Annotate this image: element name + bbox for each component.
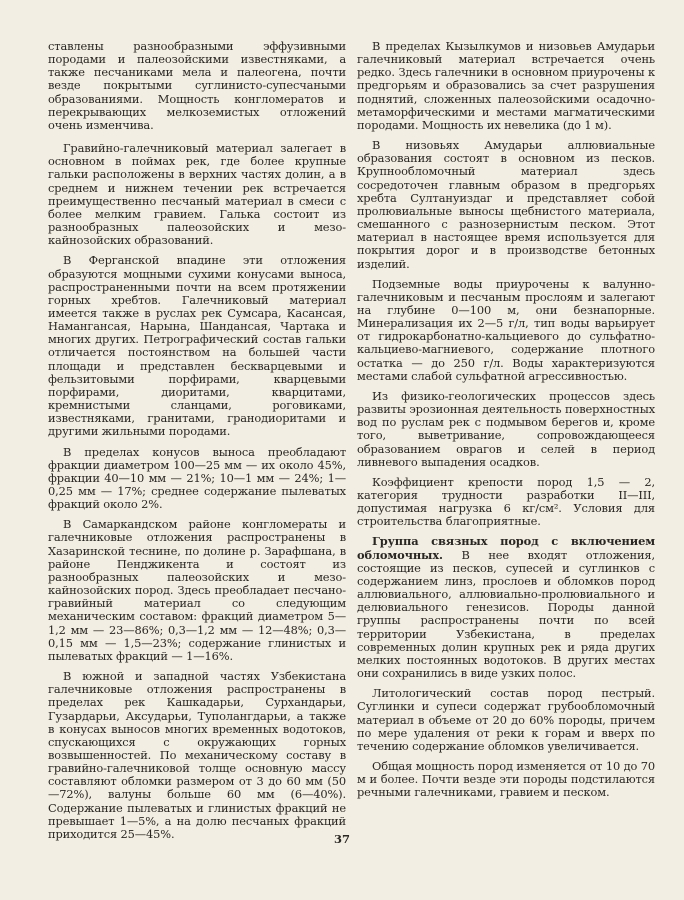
paragraph: Гравийно-галечниковый материал залегает в основном в поймах рек, где более крупные гальки расположены в верхних частях долин, а в среднем и нижнем течении рек встречается преимущественно песчаный материал в смеси с более мелким гравием. Галька состоит из разнообразных палеозойских и мезо-кайнозойских образований. bbox=[48, 141, 346, 248]
paragraph: Из физико-геологических процессов здесь развиты эрозионная деятельность поверхностных вод по руслам рек с подмывом берегов и, кроме того, выветривание, сопровождающееся образованием оврагов и селей в период ливневого выпадения осадков. bbox=[357, 388, 655, 469]
paragraph: В пределах Кызылкумов и низовьев Амударьи галечниковый материал встречается очень редко. Здесь галечники в основном приурочены к предгорьям и образовались за счет разрушения поднятий, сложенных палеозойскими осадочно-метаморфическими и местами магматическими породами. Мощность их невелика (до 1 м). bbox=[357, 39, 655, 132]
paragraph: Общая мощность пород изменяется от 10 до 70 м и более. Почти везде эти породы подстилаются речными галечниками, гравием и песком. bbox=[357, 758, 656, 800]
right-column bbox=[357, 40, 655, 799]
page-number: 37 bbox=[333, 832, 350, 846]
section-text: В нее входят отложения, состоящие из песков, супесей и суглинков с содержанием линз, прослоев и обломков пород аллювиального, аллювиально-пролювиального и делювиального генезисов. Породы данной группы распространены почти по всей территории Узбекистана, в пределах современных долин крупных рек и ряда других мелких постоянных водотоков. В других местах они сохранились в виде узких полос. bbox=[357, 547, 655, 681]
paragraph: В Ферганской впадине эти отложения образуются мощными сухими конусами выноса, распространенными почти на всем протяжении горных хребтов. Галечниковый материал имеется также в руслах рек Сумсара, Касансая, Намангансая, Нарына, Шандансая, Чартака и многих других. Петрографический состав гальки отличается постоянством на большей части площади и представлен бескварцевыми и фельзитовыми порфирами, кварцевыми порфирами, диоритами, кварцитами, кремнистыми сланцами, роговиками, известняками, гранитами, гранодиоритами и другими жильными породами. bbox=[48, 253, 346, 439]
paragraph: В пределах конусов выноса преобладают фракции диаметром 100—25 мм — их около 45%, фракции 40—10 мм — 21%; 10—1 мм — 24%; 1—0,25 мм — 17%; среднее содержание пылеватых фракций около 2%. bbox=[48, 444, 346, 512]
paragraph: Литологический состав пород пестрый. Суглинки и супеси содержат грубообломочный материал в объеме от 20 до 60% породы, причем по мере удаления от реки к горам и вверх по течению содержание обломков увеличивается. bbox=[357, 686, 655, 753]
paragraph: В Самаркандском районе конгломераты и галечниковые отложения распространены в Хазаринской теснине, по долине р. Зарафшана, в районе Пенджикента и состоят из разнообразных палеозойских и мезо-кайнозойских пород. Здесь преобладает песчано-гравийный материал со следующим механическим составом: фракций диаметром 5—1,2 мм — 23—86%; 0,3—1,2 мм — 12—48%; 0,3—0,15 мм — 1,5—23%; содержание глинистых и пылеватых фракций — 1—16%. bbox=[48, 517, 346, 663]
paragraph: Подземные воды приурочены к валунно-галечниковым и песчаным прослоям и залегают на глубине 0—100 м, они безнапорные. Минерализация их 2—5 г/л, тип воды варьирует от гидрокарбонатно-кальциевого до сульфатно-кальциево-магниевого, содержание плотного остатка — до 250 г/л. Воды характеризуются местами слабой сульфатной агрессивностью. bbox=[357, 276, 655, 383]
paragraph: ставлены разнообразными эффузивными породами и палеозойскими известняками, а также песчаниками мела и палеогена, почти везде покрытыми суглинисто-супесчаными образованиями. Мощность конгломератов и перекрывающих мелкоземистых отложений очень изменчива. bbox=[48, 39, 346, 132]
section-heading: Группа связных пород с включением обломочных. bbox=[357, 534, 655, 562]
paragraph: В низовьях Амударьи аллювиальные образования состоят в основном из песков. Крупнообломочный материал здесь сосредоточен главным образом в предгорьях хребта Султануиздаг и представляет собой пролювиальные выносы щебнистого материала, смешанного с разнозернистым песком. Этот материал в настоящее время используется для покрытия дорог и в производстве бетонных изделий. bbox=[357, 138, 655, 271]
left-column bbox=[48, 40, 346, 841]
section-paragraph bbox=[357, 535, 655, 680]
paragraph: В южной и западной частях Узбекистана галечниковые отложения распространены в пределах рек Кашкадарьи, Сурхандарьи, Гузардарьи, Аксударьи, Туполангдарьи, а также в конусах выносов многих временных водотоков, спускающихся с окружающих горных возвышенностей. По механическому составу в гравийно-галечниковой толще основную массу составляют обломки размером от 3 до 60 мм (50—72%), валуны больше 60 мм (6—40%). Содержание пылеватых и глинистых фракций не превышает 1—5%, а на долю песчаных фракций приходится 25—45%. bbox=[48, 669, 346, 841]
paragraph: Коэффициент крепости пород 1,5 — 2, категория трудности разработки II—III, допустимая нагрузка 6 кг/см². Условия для строительства благоприятные. bbox=[357, 474, 655, 529]
